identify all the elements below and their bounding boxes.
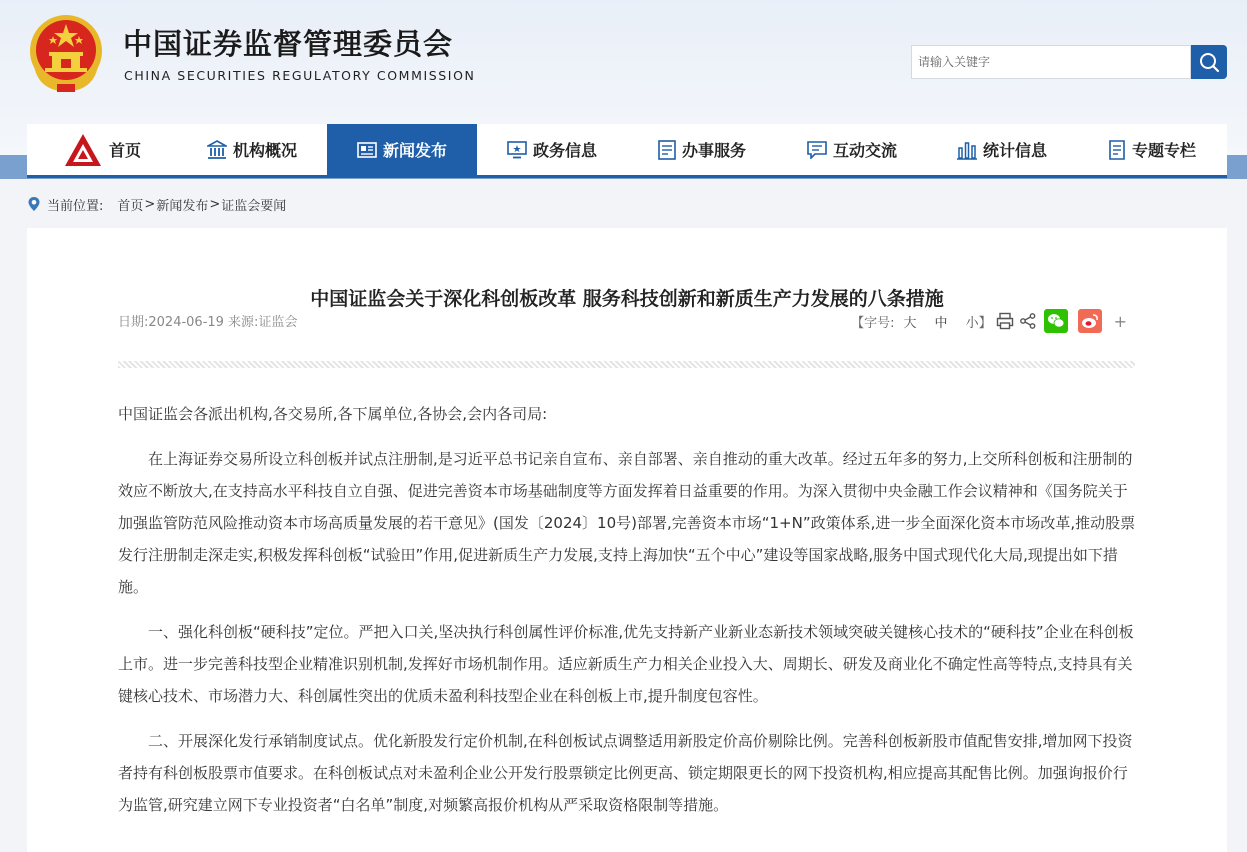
- weibo-icon: [1081, 313, 1099, 329]
- nav-item-gov-info[interactable]: [477, 124, 627, 175]
- nav-item-home[interactable]: [27, 124, 177, 175]
- breadcrumb: [27, 193, 286, 215]
- search-icon: [1198, 51, 1220, 73]
- breadcrumb-news[interactable]: 新闻发布: [156, 198, 209, 214]
- breadcrumb-label: 当前位置:: [47, 198, 104, 214]
- font-size-small[interactable]: 小: [965, 315, 979, 331]
- breadcrumb-home[interactable]: 首页: [117, 198, 144, 214]
- nav-label-statistics: 统计信息: [982, 141, 1047, 160]
- article-body: [118, 398, 1138, 834]
- breadcrumb-current[interactable]: 证监会要闻: [221, 198, 287, 214]
- site-title: 中国证券监督管理委员会: [123, 27, 454, 61]
- bar-chart-icon: [957, 140, 977, 160]
- main-nav: [27, 124, 1227, 178]
- nav-item-news[interactable]: [327, 124, 477, 175]
- nav-item-interaction[interactable]: [777, 124, 927, 175]
- national-emblem-icon: [27, 12, 105, 94]
- nav-label-interaction: 互动交流: [832, 141, 897, 160]
- nav-label-services: 办事服务: [681, 141, 746, 160]
- csrc-logo-icon: [63, 132, 103, 168]
- site-subtitle: CHINA SECURITIES REGULATORY COMMISSION: [124, 68, 476, 83]
- font-size-close: 】: [978, 315, 992, 331]
- font-size-large[interactable]: 大: [903, 315, 917, 331]
- monitor-icon: [507, 141, 527, 159]
- chat-icon: [807, 141, 827, 159]
- article-title: 中国证监会关于深化科创板改革 服务科技创新和新质生产力发展的八条措施: [310, 288, 944, 310]
- nav-label-topics: 专题专栏: [1131, 141, 1196, 160]
- font-size-label: 【字号:: [851, 315, 895, 331]
- print-icon[interactable]: [996, 312, 1014, 330]
- weibo-share-button[interactable]: [1078, 309, 1102, 333]
- list-icon: [658, 140, 676, 160]
- breadcrumb-separator: >: [144, 196, 156, 212]
- nav-label-about: 机构概况: [232, 141, 297, 160]
- more-share-icon[interactable]: +: [1113, 311, 1127, 331]
- nav-label-gov-info: 政务信息: [532, 141, 597, 160]
- search-button[interactable]: [1191, 45, 1227, 79]
- nav-item-topics[interactable]: [1077, 124, 1227, 175]
- article-paragraph: 一、强化科创板“硬科技”定位。严把入口关,坚决执行科创属性评价标准,优先支持新产业新业态新技术领域突破关键核心技术的“硬科技”企业在科创板上市。进一步完善科技型企业精准识别机制,发挥好市场机制作用。适应新质生产力相关企业投入大、周期长、研发及商业化不确定性高等特点,支持具有关键核心技术、市场潜力大、科创属性突出的优质未盈利科技型企业在科创板上市,提升制度包容性。: [118, 623, 1134, 705]
- wechat-share-button[interactable]: [1044, 309, 1068, 333]
- building-icon: [207, 140, 227, 160]
- font-size-medium[interactable]: 中: [934, 315, 948, 331]
- title-divider: [118, 361, 1135, 368]
- article-meta: 日期:2024-06-19 来源:证监会: [118, 315, 298, 330]
- article-tools: [851, 308, 1127, 334]
- wechat-icon: [1047, 313, 1065, 329]
- article-paragraph: 在上海证券交易所设立科创板并试点注册制,是习近平总书记亲自宣布、亲自部署、亲自推动的重大改革。经过五年多的努力,上交所科创板和注册制的效应不断放大,在支持高水平科技自立自强、促进完善资本市场基础制度等方面发挥着日益重要的作用。为深入贯彻中央金融工作会议精神和《国务院关于加强监管防范风险推动资本市场高质量发展的若干意见》(国发〔2024〕10号)部署,完善资本市场“1+N”政策体系,进一步全面深化资本市场改革,推动股票发行注册制走深走实,积极发挥科创板“试验田”作用,促进新质生产力发展,支持上海加快“五个中心”建设等国家战略,服务中国式现代化大局,现提出如下措施。: [118, 450, 1136, 596]
- nav-item-statistics[interactable]: [927, 124, 1077, 175]
- news-icon: [357, 141, 377, 159]
- document-icon: [1108, 140, 1126, 160]
- location-pin-icon: [27, 196, 41, 212]
- nav-label-news: 新闻发布: [382, 141, 447, 160]
- nav-item-about[interactable]: [177, 124, 327, 175]
- nav-item-services[interactable]: [627, 124, 777, 175]
- search-input[interactable]: [911, 45, 1191, 79]
- nav-label-home: 首页: [108, 141, 141, 160]
- article-card: [27, 228, 1227, 852]
- breadcrumb-separator: >: [209, 196, 221, 212]
- share-icon[interactable]: [1020, 313, 1036, 329]
- article-paragraph: 中国证监会各派出机构,各交易所,各下属单位,各协会,会内各司局:: [118, 405, 548, 423]
- article-paragraph: 二、开展深化发行承销制度试点。优化新股发行定价机制,在科创板试点调整适用新股定价高价剔除比例。完善科创板新股市值配售安排,增加网下投资者持有科创板股票市值要求。在科创板试点对未盈利企业公开发行股票锁定比例更高、锁定期限更长的网下投资机构,相应提高其配售比例。加强询报价行为监管,研究建立网下专业投资者“白名单”制度,对频繁高报价机构从严采取资格限制等措施。: [118, 732, 1133, 814]
